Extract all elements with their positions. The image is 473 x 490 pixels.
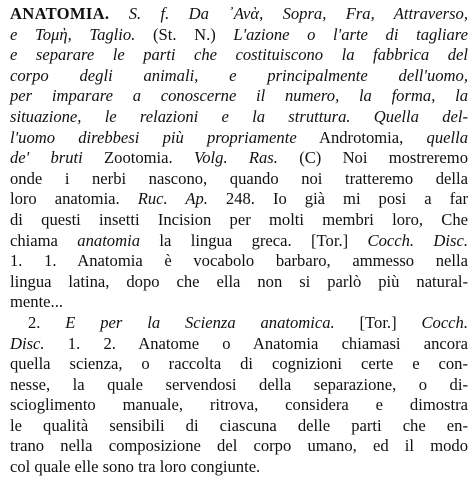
entry-line-10 [10, 189, 468, 210]
citation-text-3: 248. Io già mi posi a far [207, 189, 468, 209]
citation-text: (C) Noi mostreremo [277, 148, 468, 168]
entry-line-5: per imparare a conoscerne il numero, la forma, la [10, 86, 468, 106]
entry-line-2 [10, 25, 468, 46]
citation-source-2: Ruc. Ap. [137, 189, 208, 209]
sense-definition: E per la Scienza anatomica. [65, 312, 335, 332]
definition-start: L'azione o l'arte di tagliare [233, 24, 469, 44]
citation-text-7: 1. 2. Anatome o Anatomia chiamasi ancora [44, 333, 468, 353]
headword: ANATOMIA. [10, 4, 110, 23]
entry-line-22: trano nella composizione del corpo umano, ed il modo [10, 436, 468, 456]
dictionary-entry [10, 4, 468, 488]
entry-line-4: corpo degli animali, e principalmente dell'uomo, [10, 65, 468, 85]
citation-text-5: la lingua greca. [Tor.] [140, 230, 368, 250]
entry-line-6: situazione, le relazioni e la struttura. Quella del- [10, 106, 468, 126]
definition-text: l'uomo direbbesi più propriamente [10, 127, 297, 147]
entry-line-19: nesse, la quale servendosi della separazione, o di- [10, 374, 468, 394]
greek-word-ana: ᾿Ανὰ [228, 4, 260, 23]
greek-word-tome: Τομὴ [35, 24, 68, 44]
entry-line-7 [10, 128, 468, 149]
entry-line-3: e separare le parti che costituiscono la fabbrica del [10, 45, 468, 65]
italic-anatomia: anatomia [77, 230, 140, 250]
entry-line-15: mente... [10, 292, 63, 312]
entry-line-21: le qualità sensibili di ciascuna delle parti che en- [10, 415, 468, 435]
etymology-gloss: , Sopra, Fra, Attraverso, [259, 4, 468, 23]
entry-line-17 [10, 334, 468, 355]
citation-source-4: Cocch. [421, 312, 468, 332]
citation-source-5: Disc. [10, 333, 45, 353]
entry-line-18: quella scienza, o raccolta di cognizioni certe e con- [10, 354, 468, 374]
citation-source: Volg. Ras. [193, 148, 278, 168]
grammar-and-etymology: S. f. Da [128, 4, 229, 23]
entry-line-9: onde i nerbi nascono, quando noi tratteremo della [10, 168, 468, 188]
term-androtomia: Androtomia, [296, 127, 427, 147]
citation-text-4: chiama [10, 230, 78, 250]
source-ref: (St. N.) [135, 24, 234, 44]
entry-line-11: di questi insetti Incision per molti membri loro, Che [10, 209, 468, 229]
citation-text-6: [Tor.] [334, 312, 422, 332]
entry-line-8 [10, 148, 468, 169]
citation-source-3: Cocch. Disc. [367, 230, 468, 250]
entry-line-14: lingua latina, dopo che ella non si parlò più natural- [10, 271, 468, 291]
entry-line-1 [10, 4, 468, 25]
entry-line-13: 1. 1. Anatomia è vocabolo barbaro, ammesso nella [10, 251, 468, 271]
definition-text-2: quella [426, 127, 468, 147]
term-zootomia: Zootomia. [82, 148, 194, 168]
entry-line-16 [10, 313, 468, 334]
sense-number: 2. [28, 312, 66, 332]
entry-line-20: scioglimento manuale, ritrova, considera e dimostra [10, 395, 468, 415]
entry-line-23: col quale elle sono tra loro congiunte. [10, 457, 261, 477]
citation-text-2: loro anatomia. [10, 189, 138, 209]
definition-text-3: de' bruti [10, 148, 83, 168]
etymology-conj: e [10, 24, 35, 44]
entry-line-12 [10, 231, 468, 252]
etymology-gloss-2: , Taglio. [67, 24, 136, 44]
